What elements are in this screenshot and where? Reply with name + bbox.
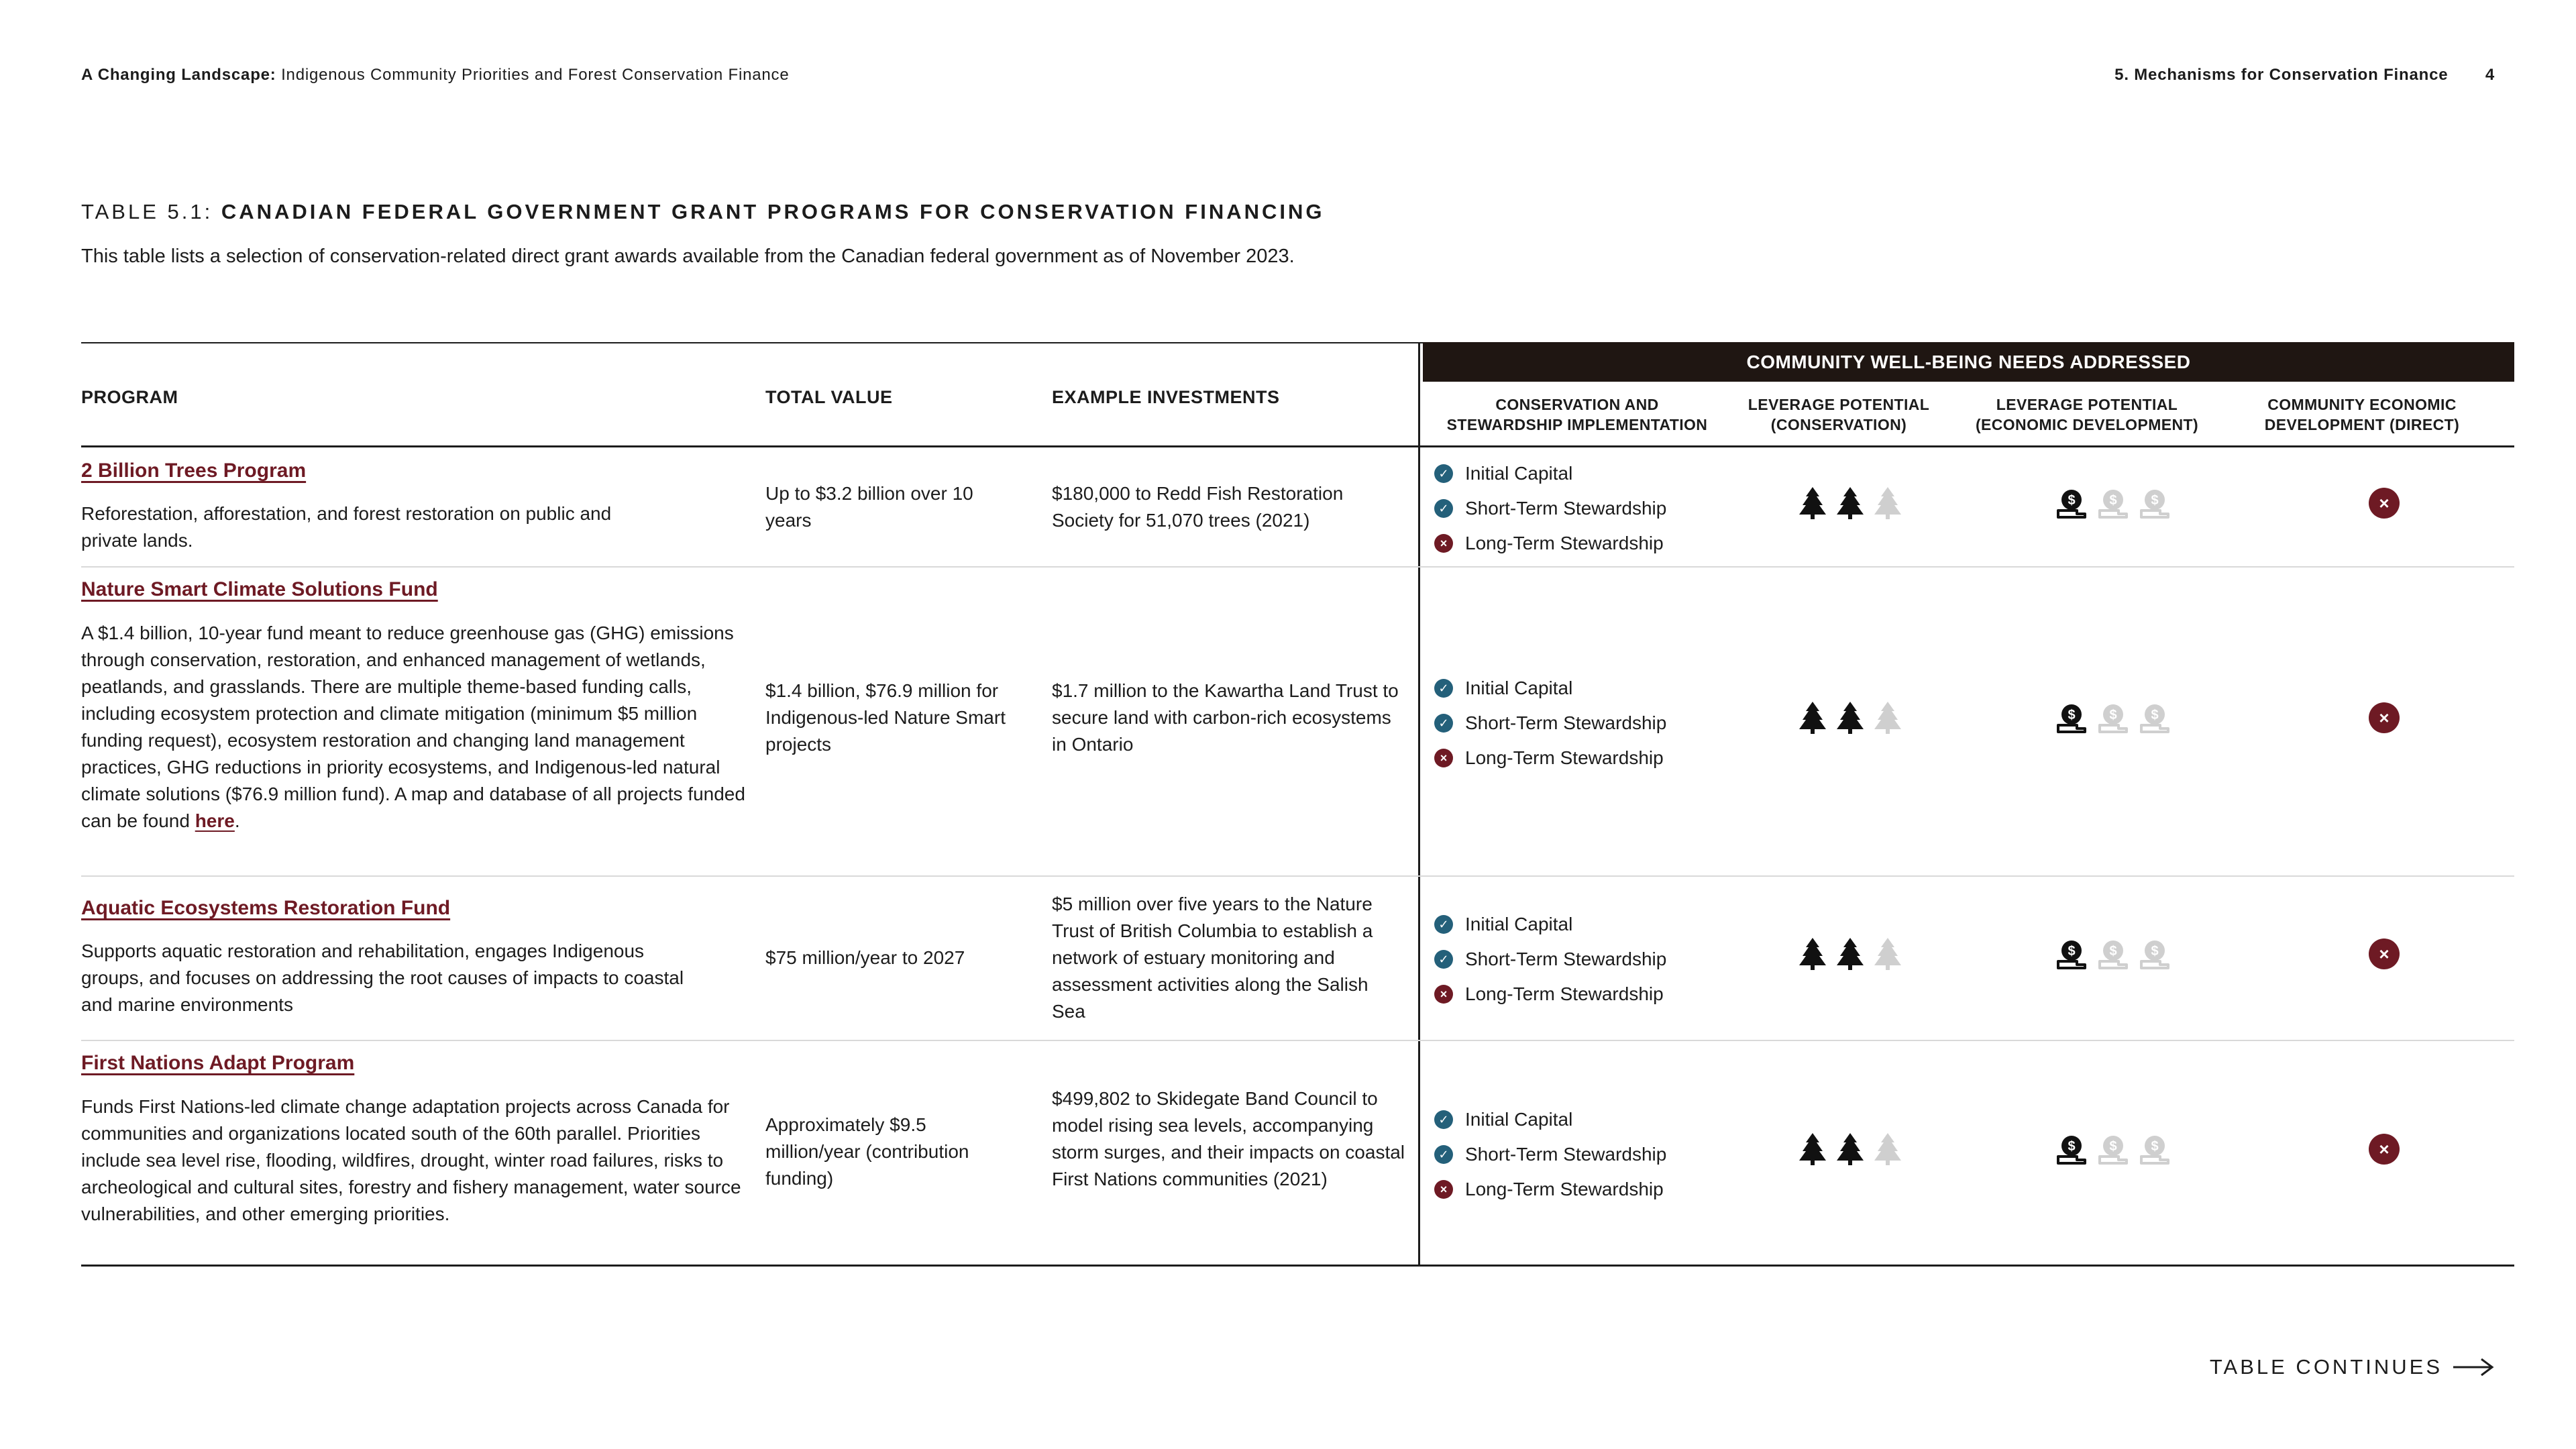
projects-map-link[interactable]: here [195,810,235,831]
stewardship-label: Short-Term Stewardship [1465,1144,1667,1165]
stewardship-list [1434,671,1750,775]
program-description: A $1.4 billion, 10-year fund meant to reduce greenhouse gas (GHG) emissions through conservation, restoration, and enhanced management of wetlands, peatlands, and grasslands. There are multiple theme-based funding calls, including ecosystem protection and climate mitigation (minimum $5 million funding request), ecosystem restoration and changing land management practices, GHG reductions in priority ecosystems, and Indigenous-led natural climate solutions ($76.9 million fund). A map and database of all projects funded can be found here. [81,623,745,831]
stewardship-label: Long-Term Stewardship [1465,983,1664,1004]
col-header-total-value: TOTAL VALUE [765,387,893,407]
example-investment: $1.7 million to the Kawartha Land Trust to secure land with carbon-rich ecosystems in Ontario [1052,680,1399,755]
header-rule [81,445,2514,447]
col-header-conservation-line2: STEWARDSHIP IMPLEMENTATION [1446,416,1708,433]
svg-text:$: $ [2109,708,2117,722]
svg-text:$: $ [2068,1139,2076,1154]
row-separator [81,566,2514,568]
report-title-rest: Indigenous Community Priorities and Forest Conservation Finance [281,66,790,84]
example-investment: $499,802 to Skidegate Band Council to model rising sea levels, accompanying storm surges, and their impacts on coastal First Nations communities (2021) [1052,1088,1405,1189]
stewardship-item [1434,741,1750,775]
coin-hand-icon-inactive [2138,937,2171,971]
grant-programs-table [81,342,2514,1267]
coin-hand-icon-inactive [2096,1132,2130,1166]
check-icon: ✓ [1434,1110,1453,1129]
coin-hand-icon-active [2055,486,2088,520]
program-description: Reforestation, afforestation, and forest restoration on public and private lands. [81,503,612,551]
table-continues-label: TABLE CONTINUES [2209,1355,2443,1379]
example-investment: $180,000 to Redd Fish Restoration Society for 51,070 trees (2021) [1052,483,1344,531]
report-title [81,66,789,85]
table-title [81,200,1324,224]
svg-text:$: $ [2151,708,2159,722]
section-info [2114,66,2495,85]
svg-text:$: $ [2109,493,2117,508]
stewardship-label: Long-Term Stewardship [1465,747,1664,768]
stewardship-label: Initial Capital [1465,1109,1573,1130]
total-value: Approximately $9.5 million/year (contribution funding) [765,1114,969,1189]
col-header-leverage-cons-line1: LEVERAGE POTENTIAL [1748,396,1930,413]
svg-text:$: $ [2109,944,2117,959]
table-number: TABLE 5.1: [81,200,213,223]
svg-text:$: $ [2151,1139,2159,1154]
running-header [81,66,2495,86]
svg-text:$: $ [2068,493,2076,508]
svg-text:$: $ [2109,1139,2117,1154]
stewardship-list [1434,1102,1750,1207]
conservation-leverage-rating [1796,486,1904,521]
program-link-aquatic-ecosystems[interactable]: Aquatic Ecosystems Restoration Fund [81,897,451,919]
program-link-first-nations-adapt[interactable]: First Nations Adapt Program [81,1052,355,1074]
col-header-leverage-conservation [1731,394,1946,435]
tree-icon-inactive [1871,486,1904,521]
total-value: $75 million/year to 2027 [765,947,965,968]
report-title-bold: A Changing Landscape: [81,66,276,84]
x-icon: × [2369,702,2400,733]
svg-text:$: $ [2068,944,2076,959]
check-icon: ✓ [1434,950,1453,969]
tree-icon-active [1796,486,1829,521]
x-icon: × [1434,534,1453,553]
program-description: Supports aquatic restoration and rehabilitation, engages Indigenous groups, and focuses on addressing the root causes of impacts to coastal and marine environments [81,941,684,1015]
tree-icon-active [1796,1132,1829,1167]
check-icon: ✓ [1434,1145,1453,1164]
stewardship-item [1434,907,1750,942]
check-icon: ✓ [1434,915,1453,934]
tree-icon-active [1833,486,1867,521]
table-bottom-rule [81,1265,2514,1267]
stewardship-item [1434,456,1750,491]
stewardship-label: Initial Capital [1465,463,1573,484]
economic-leverage-rating [2055,1132,2171,1166]
col-header-conservation-stewardship [1430,394,1725,435]
col-header-program: PROGRAM [81,387,178,407]
program-description-text: A $1.4 billion, 10-year fund meant to reduce greenhouse gas (GHG) emissions through conservation, restoration, and enhanced management of wetlands, peatlands, and grasslands. There are multiple theme-based funding calls, including ecosystem protection and climate mitigation (minimum $5 million funding request), ecosystem restoration and changing land management practices, GHG reductions in priority ecosystems, and Indigenous-led natural climate solutions ($76.9 million fund). A map and database of all projects funded can be found [81,623,745,831]
col-header-community-econ-line2: DEVELOPMENT (DIRECT) [2264,416,2460,433]
coin-hand-icon-inactive [2096,486,2130,520]
stewardship-label: Short-Term Stewardship [1465,498,1667,519]
col-header-community-economic [2235,394,2489,435]
stewardship-item [1434,1102,1750,1137]
check-icon: ✓ [1434,499,1453,518]
conservation-leverage-rating [1796,1132,1904,1167]
program-link-nature-smart-climate[interactable]: Nature Smart Climate Solutions Fund [81,578,438,600]
table-vertical-divider [1418,342,1420,1267]
stewardship-item [1434,977,1750,1012]
coin-hand-icon-active [2055,701,2088,735]
col-header-community-econ-line1: COMMUNITY ECONOMIC [2267,396,2457,413]
stewardship-item [1434,671,1750,706]
col-header-leverage-econ-line1: LEVERAGE POTENTIAL [1996,396,2178,413]
tree-icon-active [1796,936,1829,971]
stewardship-item [1434,706,1750,741]
page-number: 4 [2485,66,2495,84]
stewardship-label: Short-Term Stewardship [1465,949,1667,969]
svg-text:$: $ [2068,708,2076,722]
total-value: $1.4 billion, $76.9 million for Indigenous-led Nature Smart projects [765,680,1006,755]
tree-icon-inactive [1871,700,1904,735]
col-header-leverage-cons-line2: (CONSERVATION) [1770,416,1907,433]
col-header-leverage-econ-line2: (ECONOMIC DEVELOPMENT) [1975,416,2199,433]
x-icon: × [2369,938,2400,969]
row-separator [81,875,2514,877]
coin-hand-icon-inactive [2138,1132,2171,1166]
coin-hand-icon-active [2055,937,2088,971]
total-value: Up to $3.2 billion over 10 years [765,483,973,531]
table-continues[interactable] [2210,1355,2495,1379]
tree-icon-active [1833,1132,1867,1167]
stewardship-item [1434,1172,1750,1207]
col-header-conservation-line1: CONSERVATION AND [1495,396,1659,413]
program-link-2-billion-trees[interactable]: 2 Billion Trees Program [81,460,307,482]
col-header-leverage-economic [1953,394,2221,435]
tree-icon-active [1833,936,1867,971]
x-icon: × [1434,985,1453,1004]
col-header-example-investments: EXAMPLE INVESTMENTS [1052,387,1280,407]
conservation-leverage-rating [1796,936,1904,971]
table-description: This table lists a selection of conservation-related direct grant awards available from the Canadian federal government as of November 2023. [81,246,1295,267]
check-icon: ✓ [1434,464,1453,483]
economic-leverage-rating [2055,486,2171,520]
conservation-leverage-rating [1796,700,1904,735]
stewardship-label: Initial Capital [1465,678,1573,698]
tree-icon-inactive [1871,1132,1904,1167]
stewardship-list [1434,907,1750,1012]
arrow-right-icon [2452,1356,2495,1378]
stewardship-label: Long-Term Stewardship [1465,533,1664,553]
section-title: 5. Mechanisms for Conservation Finance [2114,66,2449,84]
stewardship-label: Initial Capital [1465,914,1573,934]
tree-icon-active [1833,700,1867,735]
tree-icon-inactive [1871,936,1904,971]
stewardship-item [1434,526,1750,561]
table-name: CANADIAN FEDERAL GOVERNMENT GRANT PROGRAMS FOR CONSERVATION FINANCING [221,200,1325,223]
community-wellbeing-group-header: COMMUNITY WELL-BEING NEEDS ADDRESSED [1423,342,2514,382]
stewardship-list [1434,456,1750,561]
check-icon: ✓ [1434,714,1453,733]
x-icon: × [2369,1134,2400,1165]
coin-hand-icon-inactive [2096,701,2130,735]
coin-hand-icon-inactive [2138,701,2171,735]
svg-text:$: $ [2151,944,2159,959]
coin-hand-icon-inactive [2138,486,2171,520]
stewardship-item [1434,1137,1750,1172]
stewardship-item [1434,942,1750,977]
coin-hand-icon-inactive [2096,937,2130,971]
svg-text:$: $ [2151,493,2159,508]
row-separator [81,1040,2514,1041]
stewardship-label: Long-Term Stewardship [1465,1179,1664,1199]
stewardship-item [1434,491,1750,526]
x-icon: × [1434,1180,1453,1199]
check-icon: ✓ [1434,679,1453,698]
stewardship-label: Short-Term Stewardship [1465,712,1667,733]
example-investment: $5 million over five years to the Nature Trust of British Columbia to establish a network of estuary monitoring and assessment activities along the Salish Sea [1052,894,1373,1022]
x-icon: × [1434,749,1453,767]
tree-icon-active [1796,700,1829,735]
coin-hand-icon-active [2055,1132,2088,1166]
table-top-rule [81,342,1423,343]
economic-leverage-rating [2055,937,2171,971]
economic-leverage-rating [2055,701,2171,735]
x-icon: × [2369,488,2400,519]
program-description: Funds First Nations-led climate change adaptation projects across Canada for communities and organizations located south of the 60th parallel. Priorities include sea level rise, flooding, wildfires, drought, winter road failures, risks to archeological and cultural sites, forestry and fishery management, water source vulnerabilities, and other emerging priorities. [81,1096,741,1224]
